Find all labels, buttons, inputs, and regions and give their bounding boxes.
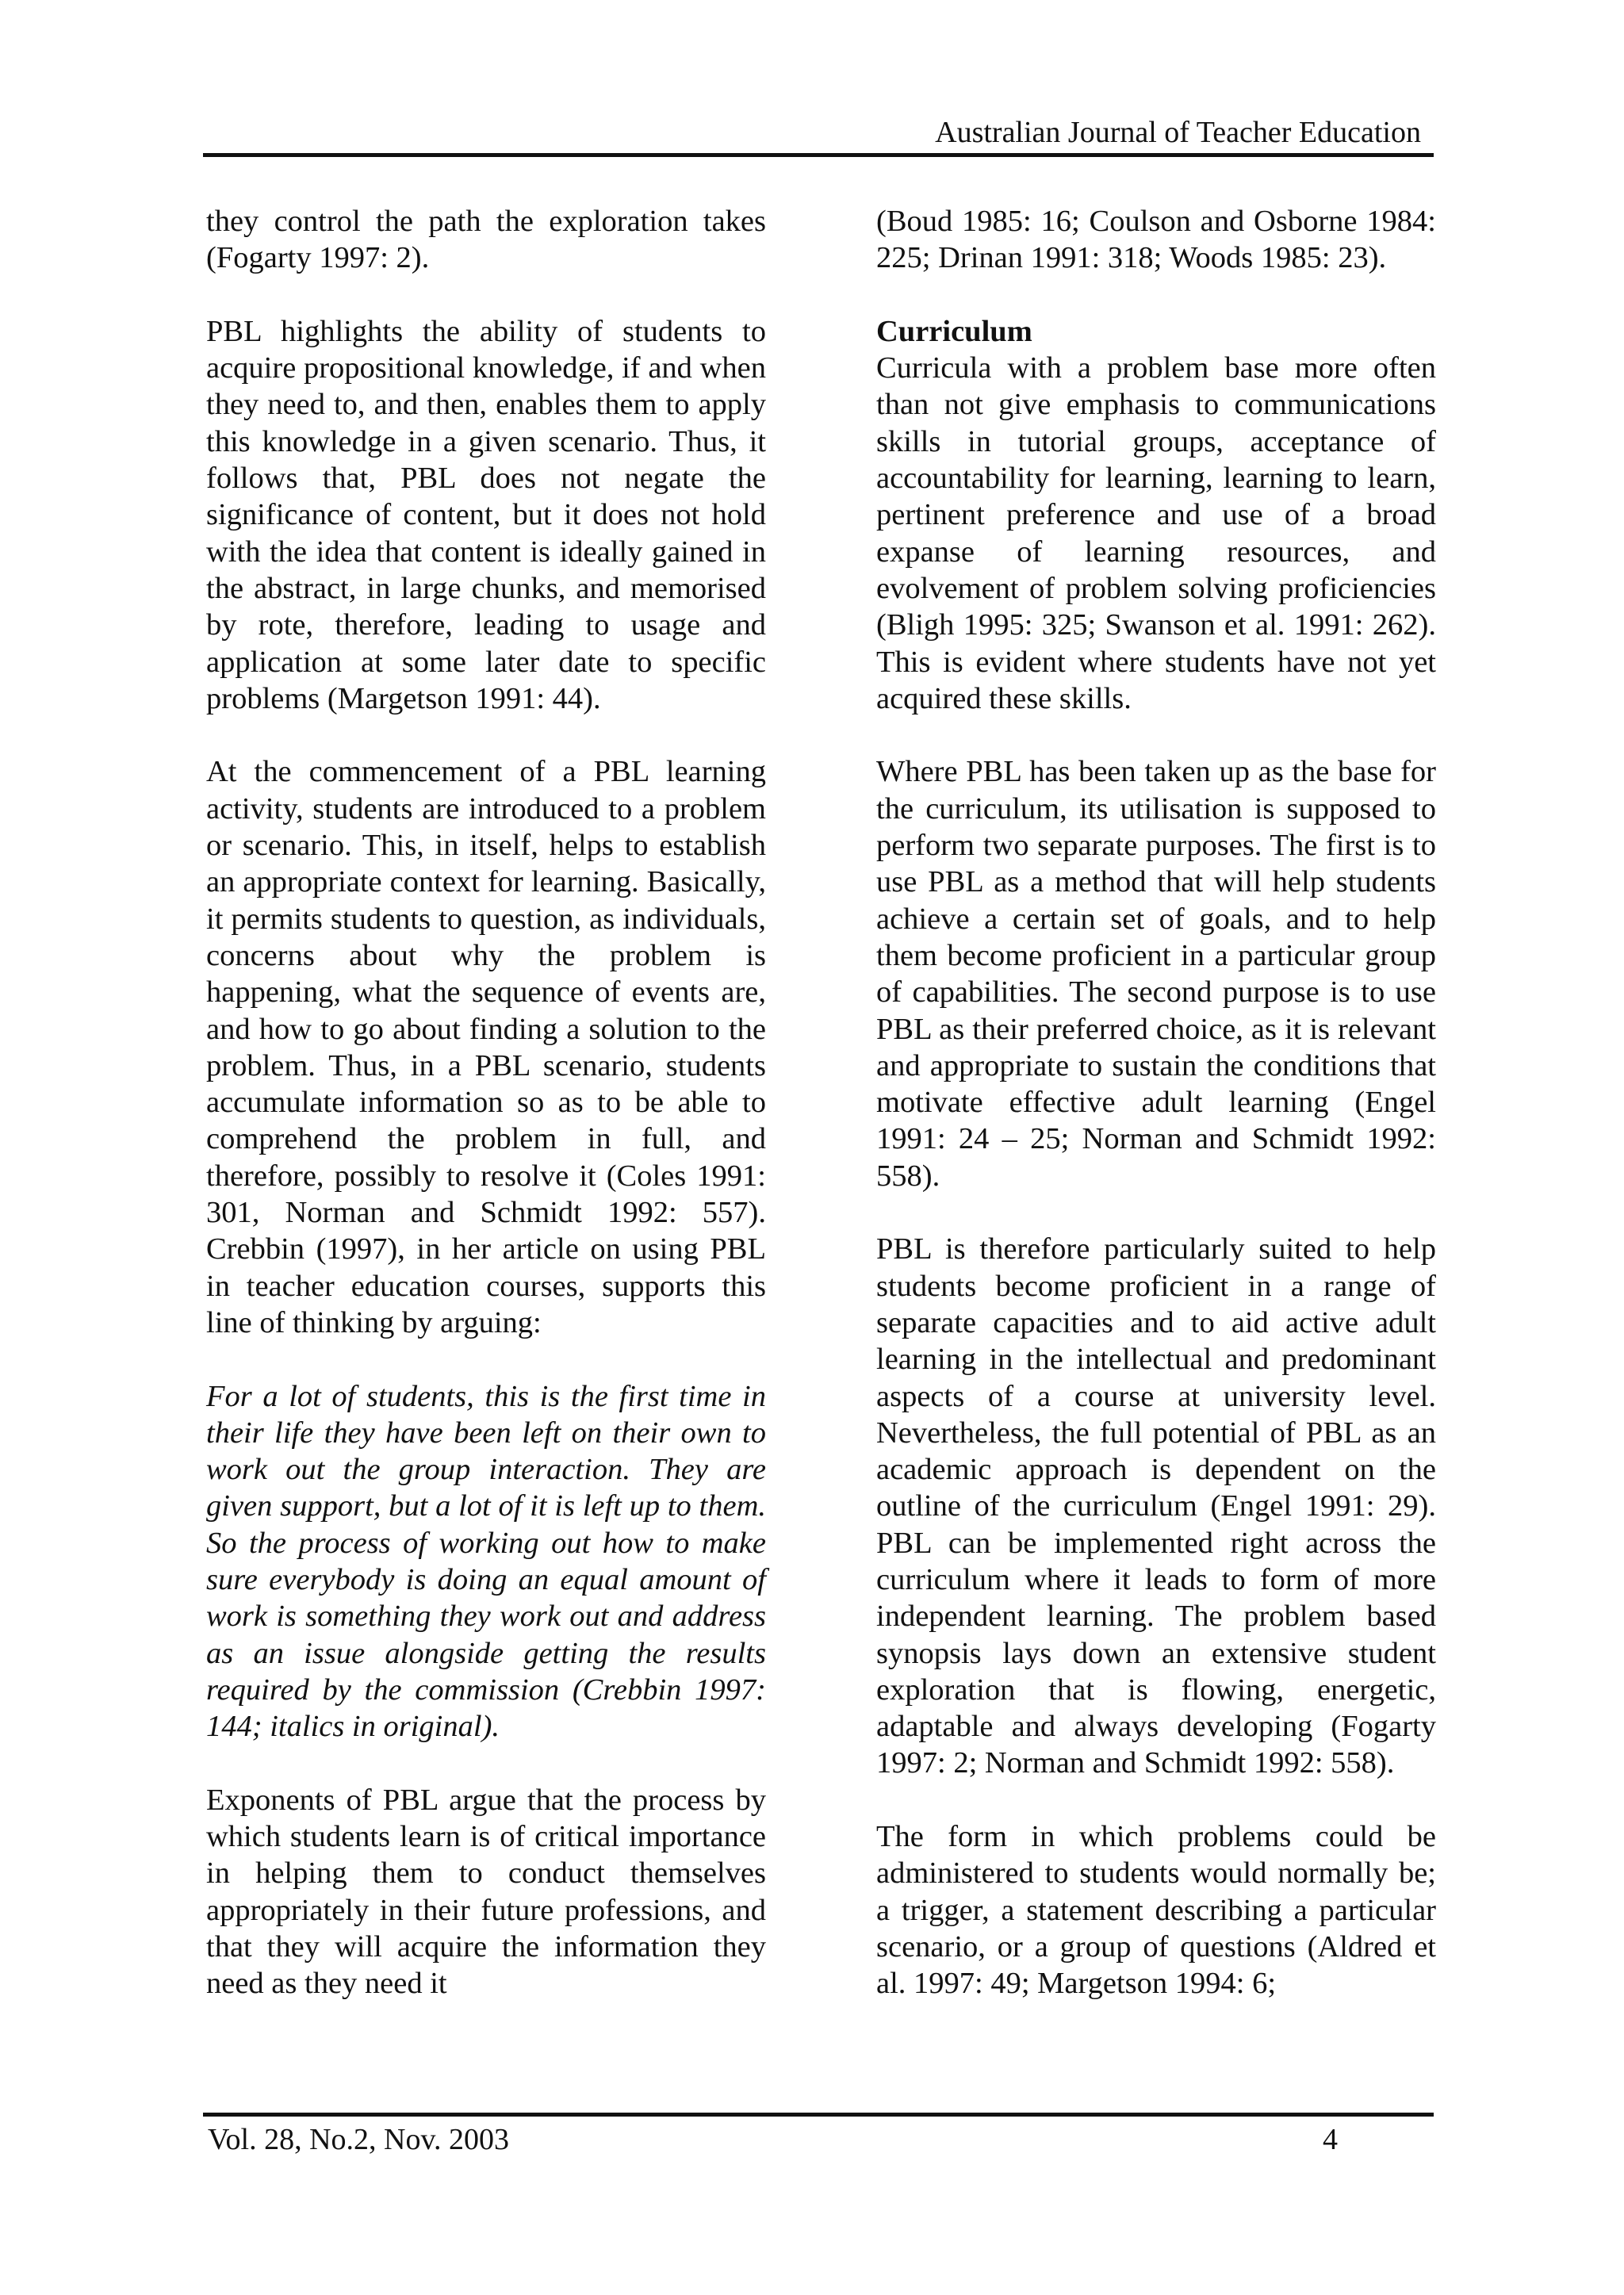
- running-header: Australian Journal of Teacher Education: [935, 116, 1421, 149]
- curriculum-section: [876, 313, 1436, 717]
- paragraph: (Boud 1985: 16; Coulson and Osborne 1984: 225; Drinan 1991: 318; Woods 1985: 23).: [876, 205, 1436, 275]
- paragraph: they control the path the exploration takes (Fogarty 1997: 2).: [206, 205, 766, 275]
- paragraph: At the commencement of a PBL learning activity, students are introduced to a problem or scenario. This, in itself, helps to establish an appropriate context for learning. Basically, it permits students to question, as individuals, concerns about why the problem is happening, what the sequence of events are, and how to go about finding a solution to the problem. Thus, in a PBL scenario, students accumulate information so as to be able to comprehend the problem in full, and therefore, possibly to resolve it (Coles 1991: 301, Norman and Schmidt 1992: 557). Crebbin (1997), in her article on using PBL in teacher education courses, supports this line of thinking by arguing:: [206, 755, 766, 1339]
- paragraph: PBL is therefore particularly suited to help students become proficient in a range of separate capacities and to aid active adult learning in the intellectual and predominant aspects of a course at university level. Nevertheless, the full potential of PBL as an academic approach is dependent on the outline of the curriculum (Engel 1991: 29). PBL can be implemented right across the curriculum where it leads to form of more independent learning. The problem based synopsis lays down an extensive student exploration that is flowing, energetic, adaptable and always developing (Fogarty 1997: 2; Norman and Schmidt 1992: 558).: [876, 1232, 1436, 1780]
- page-number: 4: [1323, 2123, 1338, 2156]
- paragraph: Exponents of PBL argue that the process by which students learn is of critical importance in helping them to conduct themselves appropriately in their future professions, and that they will acquire the information they need as they need it: [206, 1783, 766, 2001]
- paragraph: The form in which problems could be administered to students would normally be; a trigger, a statement describing a particular scenario, or a group of questions (Aldred et al. 1997: 49; Margetson 1994: 6;: [876, 1820, 1436, 2001]
- footer-rule: [203, 2113, 1434, 2117]
- header-rule: [203, 153, 1434, 157]
- paragraph: Curricula with a problem base more often than not give emphasis to communications skills in tutorial groups, acceptance of accountability for learning, learning to learn, pertinent preference and use of a broad expanse of learning resources, and evolvement of problem solving proficiencies (Bligh 1995: 325; Swanson et al. 1991: 262). This is evident where students have not yet acquired these skills.: [876, 351, 1436, 715]
- block-quote: For a lot of students, this is the first time in their life they have been left on their own to work out the group interaction. They are given support, but a lot of it is left up to them. So the process of working out how to make sure everybody is doing an equal amount of work is something they work out and address as an issue alongside getting the results required by the commission (Crebbin 1997: 144; italics in original).: [206, 1379, 766, 1744]
- footer-issue: Vol. 28, No.2, Nov. 2003: [208, 2123, 510, 2156]
- right-column: [876, 203, 1436, 2039]
- paragraph: Where PBL has been taken up as the base for the curriculum, its utilisation is supposed to perform two separate purposes. The first is to use PBL as a method that will help students achieve a certain set of goals, and to help them become proficient in a particular group of capabilities. The second purpose is to use PBL as their preferred choice, as it is relevant and appropriate to sustain the conditions that motivate effective adult learning (Engel 1991: 24 – 25; Norman and Schmidt 1992: 558).: [876, 755, 1436, 1193]
- paragraph: PBL highlights the ability of students to acquire propositional knowledge, if and when they need to, and then, enables them to apply this knowledge in a given scenario. Thus, it follows that, PBL does not negate the significance of content, but it does not hold with the idea that content is ideally gained in the abstract, in large chunks, and memorised by rote, therefore, leading to usage and application at some later date to specific problems (Margetson 1991: 44).: [206, 314, 766, 715]
- left-column: [206, 203, 766, 2039]
- section-heading: Curriculum: [876, 314, 1032, 348]
